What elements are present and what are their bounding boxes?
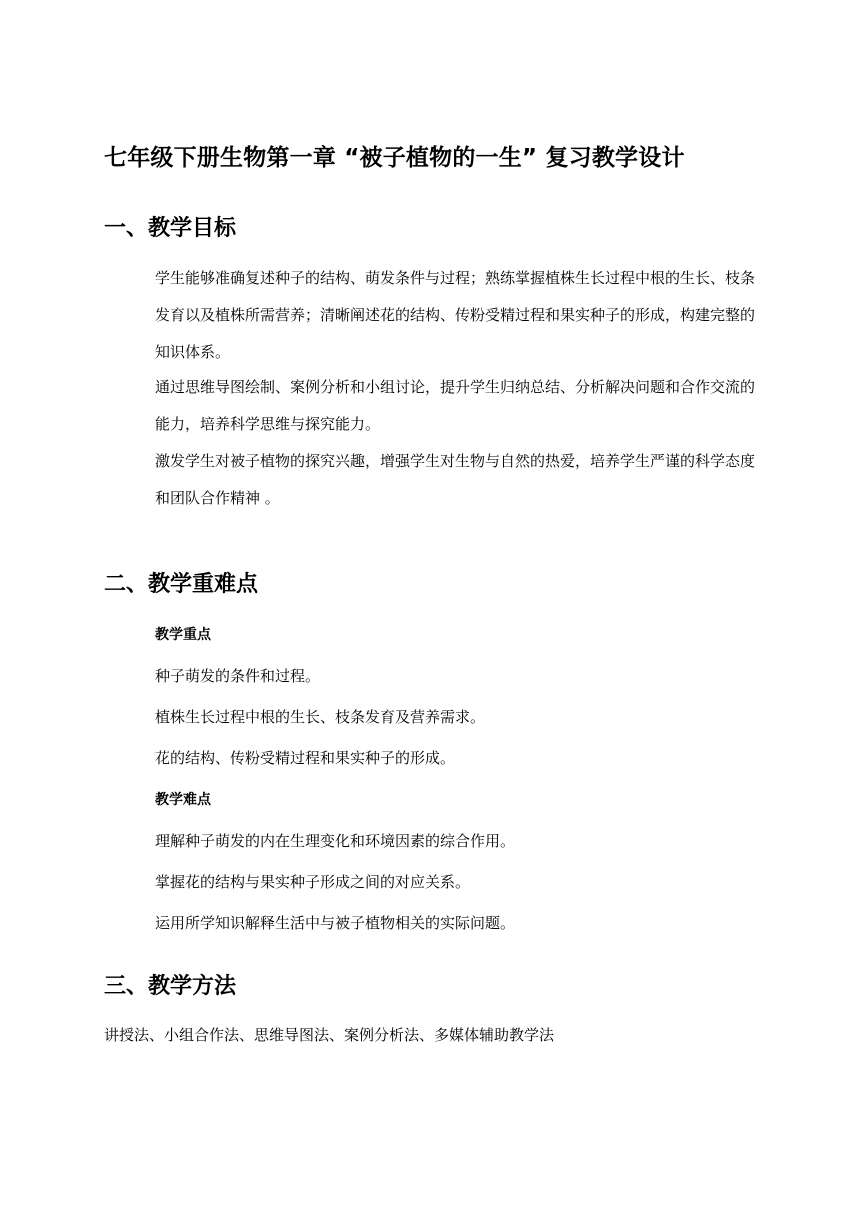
key-point-item: 种子萌发的条件和过程。 bbox=[155, 667, 321, 685]
document-title: 七年级下册生物第一章 “被子植物的一生” 复习教学设计 bbox=[104, 145, 685, 171]
section-heading-key-difficult-points: 二、教学重难点 bbox=[104, 572, 259, 597]
key-point-item: 植株生长过程中根的生长、枝条发育及营养需求。 bbox=[155, 708, 486, 726]
key-points-label: 教学重点 bbox=[155, 627, 211, 643]
objective-paragraph-attitude: 激发学生对被子植物的探究兴趣，增强学生对生物与自然的热爱，培养学生严谨的科学态度和团队合作精神 。 bbox=[155, 452, 756, 507]
teaching-methods-text: 讲授法、小组合作法、思维导图法、案例分析法、多媒体辅助教学法 bbox=[104, 1026, 555, 1044]
difficult-points-label: 教学难点 bbox=[155, 792, 211, 808]
section-heading-objectives: 一、教学目标 bbox=[104, 216, 237, 241]
key-point-item: 花的结构、传粉受精过程和果实种子的形成。 bbox=[155, 749, 456, 767]
section-heading-methods: 三、教学方法 bbox=[104, 974, 237, 999]
objective-paragraph-ability: 通过思维导图绘制、案例分析和小组讨论，提升学生归纳总结、分析解决问题和合作交流的能力，培养科学思维与探究能力。 bbox=[155, 378, 756, 433]
difficult-point-item: 运用所学知识解释生活中与被子植物相关的实际问题。 bbox=[155, 914, 516, 932]
difficult-point-item: 掌握花的结构与果实种子形成之间的对应关系。 bbox=[155, 873, 471, 891]
difficult-point-item: 理解种子萌发的内在生理变化和环境因素的综合作用。 bbox=[155, 832, 516, 850]
objective-paragraph-knowledge: 学生能够准确复述种子的结构、萌发条件与过程；熟练掌握植株生长过程中根的生长、枝条发育以及植株所需营养；清晰阐述花的结构、传粉受精过程和果实种子的形成，构建完整的知识体系。 bbox=[155, 269, 756, 361]
